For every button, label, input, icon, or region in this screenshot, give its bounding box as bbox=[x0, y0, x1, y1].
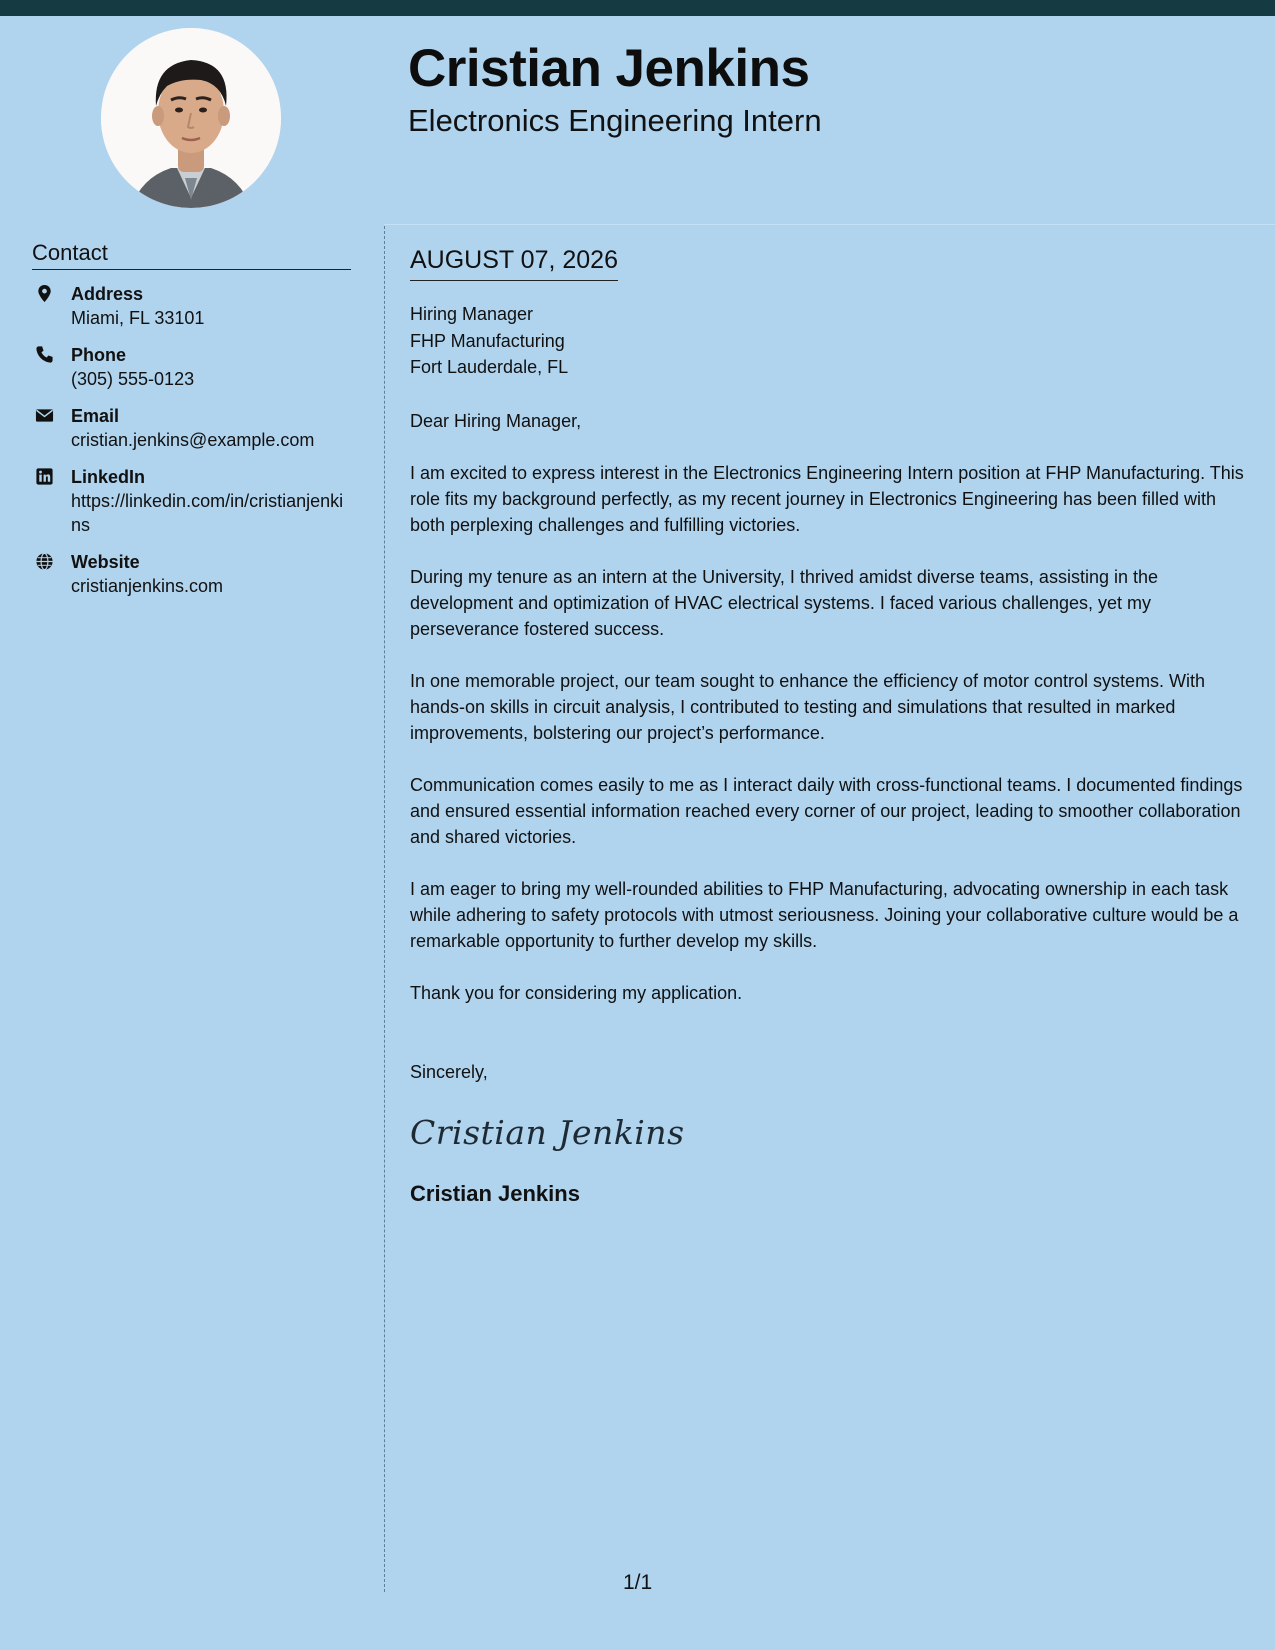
envelope-icon bbox=[35, 406, 54, 425]
linkedin-value[interactable]: https://linkedin.com/in/cristianjenkins bbox=[71, 491, 344, 536]
top-bar bbox=[0, 0, 1275, 16]
phone-value: (305) 555-0123 bbox=[71, 369, 195, 390]
address-label: Address bbox=[71, 284, 144, 305]
contact-phone bbox=[32, 343, 351, 391]
phone-label: Phone bbox=[71, 345, 127, 366]
header-divider bbox=[384, 224, 1275, 225]
globe-icon bbox=[35, 552, 54, 571]
email-label: Email bbox=[71, 406, 120, 427]
letter-date: AUGUST 07, 2026 bbox=[410, 244, 618, 281]
email-value: cristian.jenkins@example.com bbox=[71, 430, 315, 451]
letter-paragraph: I am excited to express interest in the Electronics Engineering Intern position at FHP Manufacturing. This role fits my background perfectly, as my recent journey in Electronics Engineering has been filled with both perplexing challenges and fulfilling victories. bbox=[410, 462, 1244, 535]
job-title: Electronics Engineering Intern bbox=[408, 103, 822, 138]
signer-name: Cristian Jenkins bbox=[410, 1180, 580, 1206]
recipient-line: Hiring Manager bbox=[410, 304, 534, 324]
website-label: Website bbox=[71, 552, 140, 573]
letter-body bbox=[410, 244, 1250, 1209]
applicant-name: Cristian Jenkins bbox=[408, 39, 810, 98]
recipient-block bbox=[410, 301, 1250, 381]
salutation: Dear Hiring Manager, bbox=[410, 410, 582, 431]
contact-email bbox=[32, 404, 351, 452]
map-pin-icon bbox=[35, 284, 54, 303]
letter-paragraph: In one memorable project, our team sought to enhance the efficiency of motor control systems. With hands-on skills in circuit analysis, I contributed to testing and simulations that resulted in marked improvements, bolstering our project’s performance. bbox=[410, 670, 1206, 743]
linkedin-label: LinkedIn bbox=[71, 467, 146, 488]
closing: Sincerely, bbox=[410, 1061, 488, 1082]
address-value: Miami, FL 33101 bbox=[71, 308, 205, 329]
contact-linkedin bbox=[32, 465, 351, 537]
letter-paragraph: I am eager to bring my well-rounded abilities to FHP Manufacturing, advocating ownership in each task while adhering to safety protocols with utmost seriousness. Joining your collaborative culture would be a remarkable opportunity to further develop my skills. bbox=[410, 878, 1239, 951]
linkedin-icon bbox=[35, 467, 54, 486]
contact-website bbox=[32, 550, 351, 598]
letter-paragraph: Thank you for considering my application. bbox=[410, 982, 743, 1003]
contact-address bbox=[32, 282, 351, 330]
column-divider bbox=[384, 226, 385, 1592]
handwritten-signature: Cristian Jenkins bbox=[410, 1112, 685, 1152]
phone-icon bbox=[35, 345, 54, 364]
page-number: 1/1 bbox=[623, 1571, 653, 1594]
letter-paragraph: Communication comes easily to me as I interact daily with cross-functional teams. I documented findings and ensured essential information reached every corner of our project, leading to smoother collaboration and shared victories. bbox=[410, 774, 1243, 847]
letter-paragraph: During my tenure as an intern at the University, I thrived amidst diverse teams, assisting in the development and optimization of HVAC electrical systems. I faced various challenges, yet my perseverance fostered success. bbox=[410, 566, 1158, 639]
recipient-line: FHP Manufacturing bbox=[410, 330, 565, 351]
recipient-line: Fort Lauderdale, FL bbox=[410, 357, 569, 377]
website-value[interactable]: cristianjenkins.com bbox=[71, 576, 224, 597]
contact-heading: Contact bbox=[32, 240, 351, 270]
profile-photo bbox=[101, 28, 281, 208]
contact-sidebar bbox=[32, 240, 351, 611]
